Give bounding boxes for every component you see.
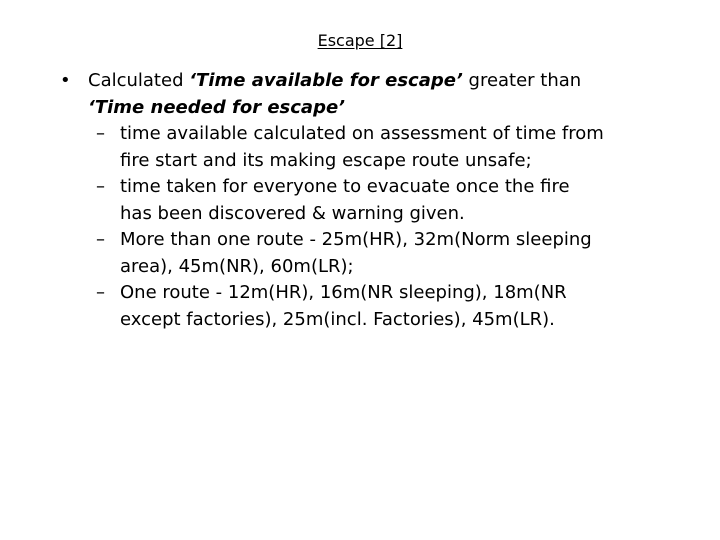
sub-item-line: time taken for everyone to evacuate once the fire	[120, 176, 570, 197]
bullet-prefix: Calculated	[88, 70, 190, 91]
bullet-emphasis-available: ‘Time available for escape’	[189, 70, 463, 91]
slide-title: Escape [2]	[317, 31, 403, 50]
slide-body	[60, 68, 680, 333]
bullet-emphasis-needed: ‘Time needed for escape’	[88, 96, 346, 118]
sub-item-dash: –	[96, 123, 105, 144]
sub-item-dash: –	[96, 229, 105, 250]
sub-item-line: time available calculated on assessment of time from	[120, 123, 604, 144]
sub-item-line: One route - 12m(HR), 16m(NR sleeping), 18m(NR	[120, 282, 567, 303]
sub-item	[60, 121, 680, 174]
main-bullet-line-1	[88, 68, 680, 95]
bullet-middle: greater than	[462, 70, 582, 91]
sub-item-line: area), 45m(NR), 60m(LR);	[120, 255, 354, 277]
main-bullet	[60, 68, 680, 121]
bullet-marker: •	[60, 70, 71, 91]
sub-item	[60, 280, 680, 333]
sub-item-dash: –	[96, 176, 105, 197]
sub-item	[60, 174, 680, 227]
sub-item-line: More than one route - 25m(HR), 32m(Norm sleeping	[120, 229, 592, 250]
sub-item-line: except factories), 25m(incl. Factories), 45m(LR).	[120, 308, 555, 330]
sub-item-line: fire start and its making escape route unsafe;	[120, 149, 532, 171]
sub-item-dash: –	[96, 282, 105, 303]
sub-item	[60, 227, 680, 280]
sub-item-line: has been discovered & warning given.	[120, 202, 465, 224]
